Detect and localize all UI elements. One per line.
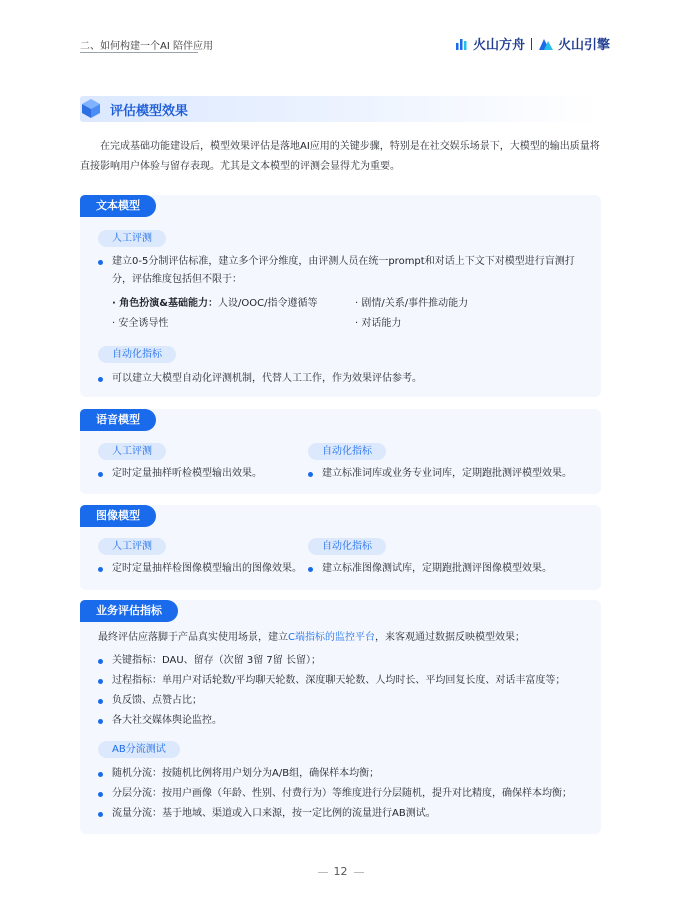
logo-group (455, 34, 610, 53)
dim-role-play-bold: · 角色扮演&基础能力： (112, 298, 219, 309)
image-manual-text: 定时定量抽样检图像模型输出的图像效果。 (112, 563, 302, 574)
dim-role-play (112, 295, 317, 313)
section-title: 评估模型效果 (110, 104, 189, 119)
intro-paragraph: 在完成基础功能建设后，模型效果评估是落地AI应用的关键步骤，特别是在社交娱乐场景下，大模型的输出质量将直接影响用户体验与留存表现。尤其是文本模型的评测会显得尤为重要。 (80, 141, 600, 172)
ab-bullet-text: 随机分流：按随机比例将用户划分为A/B组，确保样本均衡； (112, 768, 380, 779)
voice-auto-pill: 自动化指标 (308, 443, 386, 460)
logo2-text: 火山引擎 (557, 38, 610, 53)
dim-plot: · 剧情/关系/事件推动能力 (355, 298, 469, 309)
image-manual-bullet (98, 560, 302, 578)
manual-eval-bullet (98, 253, 593, 271)
logo-divider (531, 38, 532, 50)
image-auto-text: 建立标准图像测试库，定期跑批测评图像模型效果。 (322, 563, 552, 574)
voice-manual-pill: 人工评测 (98, 443, 166, 460)
ab-bullet (98, 805, 436, 823)
business-bullet (98, 652, 321, 670)
breadcrumb: 二、如何构建一个AI 陪伴应用 (80, 41, 213, 52)
business-bullet (98, 712, 222, 730)
manual-eval-text: 建立0-5分制评估标准，建立多个评分维度，由评测人员在统一prompt和对话上下文下对模型进行盲测打 (112, 256, 575, 267)
footer-dash-right (354, 872, 364, 873)
business-bullet-text: 负反馈、点赞占比； (112, 695, 202, 706)
ab-bullet-text: 分层分流：按用户画像（年龄、性别、付费行为）等维度进行分层随机，提升对比精度，确保样本均衡； (112, 788, 572, 799)
text-model-tab: 文本模型 (80, 195, 156, 217)
business-bullet-text: 关键指标：DAU、留存（次留 3留 7留 长留）； (112, 655, 321, 666)
volcengine-logo (538, 34, 610, 53)
image-auto-pill: 自动化指标 (308, 538, 386, 555)
image-model-card (80, 505, 601, 590)
business-intro-a: 最终评估应落脚于产品真实使用场景，建立 (98, 632, 288, 643)
business-metrics-tab: 业务评估指标 (80, 600, 178, 622)
manual-eval-cont: 分，评估维度包括但不限于： (112, 274, 242, 285)
dim-safety: · 安全诱导性 (112, 318, 169, 329)
huoshan-fangzhou-logo (455, 34, 525, 53)
auto-metric-bullet (98, 370, 593, 388)
fangzhou-logo-icon (455, 37, 469, 51)
image-model-tab: 图像模型 (80, 505, 156, 527)
cube-icon (80, 97, 102, 119)
page-footer (0, 865, 681, 878)
business-metrics-card (80, 600, 601, 834)
dim-role-play-rest: 人设/OOC/指令遵循等 (218, 298, 318, 309)
ab-bullet (98, 785, 572, 803)
section-title-bar (80, 96, 600, 122)
auto-metric-text: 可以建立大模型自动化评测机制，代替人工工作，作为效果评估参考。 (112, 373, 422, 384)
voice-manual-bullet (98, 465, 262, 483)
voice-model-tab: 语音模型 (80, 409, 156, 431)
voice-manual-text: 定时定量抽样听检模型输出效果。 (112, 468, 262, 479)
business-bullet-text: 各大社交媒体舆论监控。 (112, 715, 222, 726)
text-model-card (80, 195, 601, 397)
business-bullet (98, 692, 202, 710)
footer-dash-left (318, 872, 328, 873)
business-intro-highlight: C端指标的监控平台 (288, 632, 375, 643)
dim-dialogue: · 对话能力 (355, 318, 402, 329)
voice-model-card (80, 409, 601, 494)
ab-bullet (98, 765, 379, 783)
voice-auto-text: 建立标准词库或业务专业词库，定期跑批测评模型效果。 (322, 468, 572, 479)
business-intro-b: ，来客观通过数据反映模型效果； (374, 632, 525, 643)
breadcrumb-underline (80, 52, 198, 53)
page-number: 12 (333, 865, 348, 878)
ab-test-pill: AB分流测试 (98, 741, 180, 758)
business-bullet-text: 过程指标：单用户对话轮数/平均聊天轮数、深度聊天轮数、人均时长、平均回复长度、对话丰富度等； (112, 675, 566, 686)
image-manual-pill: 人工评测 (98, 538, 166, 555)
ab-bullet-text: 流量分流：基于地域、渠道或入口来源，按一定比例的流量进行AB测试。 (112, 808, 436, 819)
business-intro (98, 629, 593, 647)
manual-eval-pill: 人工评测 (98, 230, 166, 247)
volcano-logo-icon (538, 37, 554, 51)
logo1-text: 火山方舟 (472, 38, 525, 53)
business-bullet (98, 672, 565, 690)
image-auto-bullet (308, 560, 552, 578)
voice-auto-bullet (308, 465, 572, 483)
auto-metric-pill: 自动化指标 (98, 346, 176, 363)
page-header (80, 34, 610, 58)
